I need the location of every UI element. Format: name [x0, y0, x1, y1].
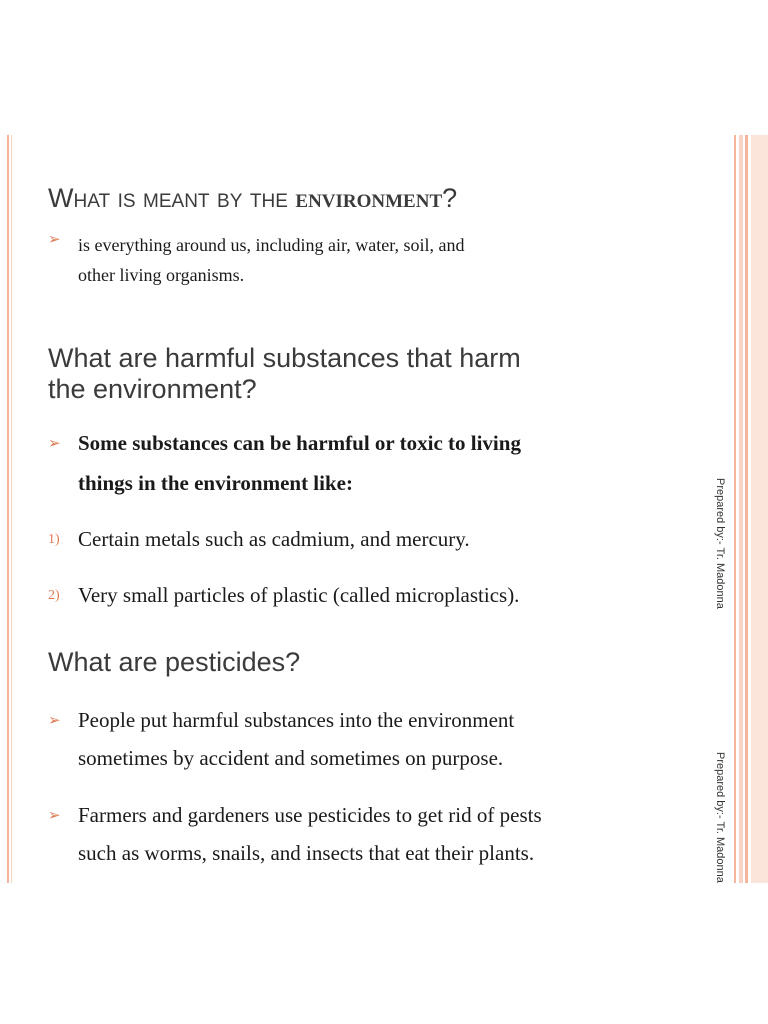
left-border-stripe [7, 135, 9, 883]
numbered-item: 2) Very small particles of plastic (called microplastics). [48, 576, 668, 614]
right-border-band [751, 135, 768, 883]
left-border-stripe-thin [11, 135, 12, 883]
right-border-stripe [734, 135, 736, 883]
section-heading-harmful: What are harmful substances that harm the environment? [48, 343, 521, 404]
right-border-stripe [739, 135, 743, 883]
arrow-bullet-icon: ➢ [48, 232, 61, 248]
item-number: 1) [48, 532, 60, 547]
list-item: ➢ Farmers and gardeners use pesticides to get rid of pests such as worms, snails, and insects that eat their plants. [48, 796, 668, 872]
prepared-by-label: Prepared by:- Tr. Madonna [714, 478, 726, 609]
list-item: ➢ People put harmful substances into the environment sometimes by accident and sometimes on purpose. [48, 701, 668, 777]
numbered-item: 1) Certain metals such as cadmium, and mercury. [48, 520, 668, 558]
arrow-bullet-icon: ➢ [48, 713, 61, 729]
section-heading-pesticides: What are pesticides? [48, 647, 301, 677]
arrow-bullet-icon: ➢ [48, 436, 61, 452]
arrow-bullet-icon: ➢ [48, 808, 61, 824]
right-border-stripe [745, 135, 748, 883]
prepared-by-label: Prepared by:- Tr. Madonna [714, 752, 726, 883]
section-heading-environment: What is meant by the environment? [48, 183, 458, 213]
list-item: ➢ Some substances can be harmful or toxic to living things in the environment like: [48, 424, 668, 502]
item-number: 2) [48, 588, 60, 603]
list-item: ➢ is everything around us, including air, water, soil, and other living organisms. [48, 232, 465, 285]
